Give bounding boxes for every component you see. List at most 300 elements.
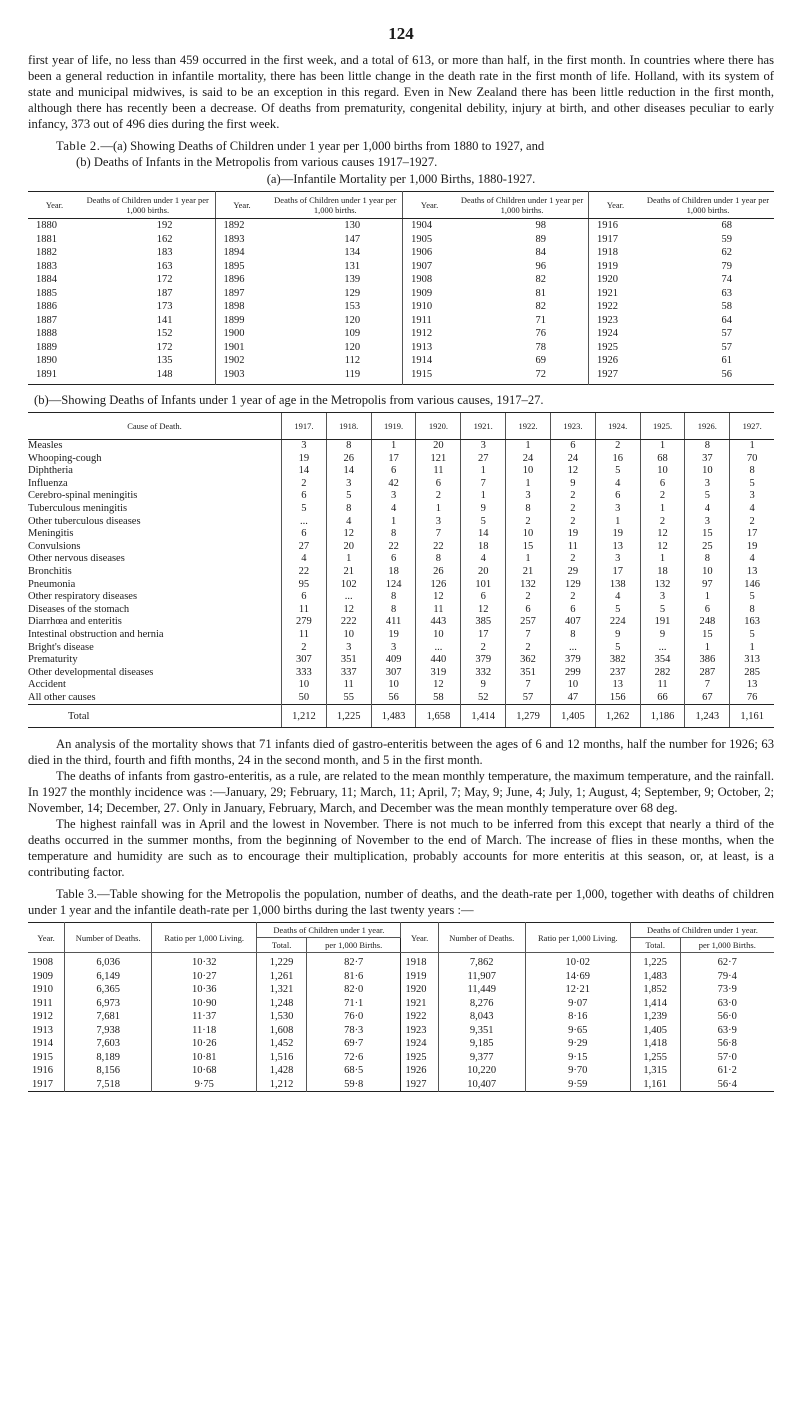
value-cell: 8 [550, 629, 595, 642]
per-births-cell: 72·6 [306, 1051, 401, 1065]
year-cell: 1926 [401, 1064, 438, 1078]
value-cell: 2 [550, 591, 595, 604]
value-cell: 11 [640, 679, 685, 692]
year-cell: 1883 [36, 260, 57, 272]
value-cell: 156 [595, 692, 640, 705]
per-births-cell: 61·2 [680, 1064, 774, 1078]
table-row [28, 616, 774, 629]
rate-cell: 183 [81, 246, 215, 260]
rate-cell: 147 [269, 233, 403, 247]
year-header: 1920. [416, 413, 461, 440]
value-cell: 10 [685, 465, 730, 478]
value-cell: 3 [506, 490, 551, 503]
value-cell: 407 [550, 616, 595, 629]
table-row [28, 1024, 774, 1038]
table-row [28, 327, 774, 341]
year-cell: 1921 [401, 997, 438, 1011]
t3-col-ratio: Ratio per 1,000 Living. [525, 923, 630, 953]
value-cell: 2 [461, 642, 506, 655]
t3-col-children: Deaths of Children under 1 year. [630, 923, 774, 938]
per-births-cell: 79·4 [680, 970, 774, 984]
year-cell: 1908 [411, 274, 433, 285]
value-cell: 10 [326, 629, 371, 642]
table-row [28, 1064, 774, 1078]
analysis-section [28, 736, 774, 880]
year-cell: 1918 [401, 953, 438, 970]
value-cell: 1 [595, 516, 640, 529]
cause-name: Cerebro-spinal meningitis [28, 490, 138, 502]
deaths-cell: 8,043 [438, 1010, 525, 1024]
cause-name: Other respiratory diseases [28, 591, 138, 603]
t3-col-year: Year. [28, 923, 65, 953]
value-cell: 8 [326, 440, 371, 453]
value-cell: 5 [282, 503, 327, 516]
value-cell: 7 [416, 528, 461, 541]
year-cell: 1917 [32, 1078, 53, 1090]
infantile-mortality-table [28, 191, 774, 385]
table-row [28, 354, 774, 368]
total-cell: 1,414 [461, 705, 506, 728]
children-total-cell: 1,516 [257, 1051, 307, 1065]
per-births-cell: 56·0 [680, 1010, 774, 1024]
year-cell: 1919 [401, 970, 438, 984]
value-cell: 2 [730, 516, 774, 529]
value-cell: 22 [416, 541, 461, 554]
value-cell: 3 [595, 503, 640, 516]
value-cell: 9 [550, 478, 595, 491]
value-cell: 4 [326, 516, 371, 529]
value-cell: 1 [730, 440, 774, 453]
year-header: 1926. [685, 413, 730, 440]
table-row [28, 654, 774, 667]
per-births-cell: 73·9 [680, 983, 774, 997]
intro-paragraph: first year of life, no less than 459 occurred in the first week, and a total of 613, or more than half, in the first month. In countries where there has been a general reduction in infantile mortality, there has been little change in the death rate in the first month of life. Holland, with its system of state and municipal midwives, is said to be an exception in this regard. Even in New Zealand there has been little reduction in the first month, although there has recently been a decrease. Of deaths from prematurity, congenital debility, injury at birth, and other diseases peculiar to early infancy, 373 out of 496 dies during the first week. [28, 53, 774, 131]
value-cell: 3 [326, 642, 371, 655]
value-cell: ... [282, 516, 327, 529]
children-total-cell: 1,248 [257, 997, 307, 1011]
value-cell: 362 [506, 654, 551, 667]
cause-name: Other developmental diseases [28, 666, 154, 678]
value-cell: 27 [282, 541, 327, 554]
value-cell: 257 [506, 616, 551, 629]
t3-col-total: Total. [257, 938, 307, 953]
value-cell: 29 [550, 566, 595, 579]
rate-cell: 78 [456, 341, 588, 355]
total-cell: 1,161 [730, 705, 774, 728]
children-total-cell: 1,405 [630, 1024, 680, 1038]
cause-name: Diphtheria [28, 465, 73, 477]
year-cell: 1924 [401, 1037, 438, 1051]
value-cell: 16 [595, 453, 640, 466]
value-cell: 10 [282, 679, 327, 692]
value-cell: 95 [282, 579, 327, 592]
rate-cell: 76 [456, 327, 588, 341]
rate-cell: 187 [81, 287, 215, 301]
value-cell: 333 [282, 667, 327, 680]
year-cell: 1885 [36, 287, 57, 299]
value-cell: 5 [730, 629, 774, 642]
total-cell: 1,279 [506, 705, 551, 728]
value-cell: 19 [550, 528, 595, 541]
children-total-cell: 1,530 [257, 1010, 307, 1024]
per-births-cell: 56·8 [680, 1037, 774, 1051]
year-cell: 1909 [411, 287, 433, 299]
children-total-cell: 1,414 [630, 997, 680, 1011]
year-cell: 1920 [401, 983, 438, 997]
table-row [28, 246, 774, 260]
year-cell: 1903 [223, 368, 245, 380]
per-births-cell: 82·7 [306, 953, 401, 970]
value-cell: 9 [461, 679, 506, 692]
col-deaths: Deaths of Children under 1 year per 1,000 births. [642, 192, 774, 219]
value-cell: 129 [550, 579, 595, 592]
year-cell: 1911 [32, 997, 53, 1009]
value-cell: 379 [550, 654, 595, 667]
value-cell: 6 [685, 604, 730, 617]
value-cell: 27 [461, 453, 506, 466]
value-cell: 2 [595, 440, 640, 453]
value-cell: 287 [685, 667, 730, 680]
total-cell: 1,405 [550, 705, 595, 728]
value-cell: 4 [685, 503, 730, 516]
value-cell: 13 [730, 679, 774, 692]
value-cell: ... [326, 591, 371, 604]
value-cell: 24 [550, 453, 595, 466]
ratio-cell: 9·07 [525, 997, 630, 1011]
year-cell: 1890 [36, 355, 57, 366]
children-total-cell: 1,852 [630, 983, 680, 997]
year-cell: 1910 [411, 301, 433, 312]
col-deaths: Deaths of Children under 1 year per 1,000 births. [81, 192, 215, 219]
t3-col-per-births: per 1,000 Births. [306, 938, 401, 953]
year-cell: 1889 [36, 341, 57, 353]
value-cell: 332 [461, 667, 506, 680]
table-row [28, 953, 774, 970]
year-cell: 1927 [401, 1078, 438, 1092]
value-cell: 2 [640, 516, 685, 529]
value-cell: 163 [730, 616, 774, 629]
year-header: 1924. [595, 413, 640, 440]
cause-name: Pneumonia [28, 578, 76, 590]
value-cell: 6 [282, 591, 327, 604]
per-births-cell: 59·8 [306, 1078, 401, 1092]
value-cell: 2 [506, 642, 551, 655]
table-row [28, 440, 774, 453]
total-cell: 1,483 [371, 705, 416, 728]
deaths-cell: 11,449 [438, 983, 525, 997]
value-cell: 3 [730, 490, 774, 503]
value-cell: 4 [461, 553, 506, 566]
value-cell: 50 [282, 692, 327, 705]
rate-cell: 139 [269, 273, 403, 287]
value-cell: 5 [595, 642, 640, 655]
value-cell: 15 [506, 541, 551, 554]
value-cell: 8 [416, 553, 461, 566]
rate-cell: 112 [269, 354, 403, 368]
page-number: 124 [388, 24, 414, 43]
value-cell: 6 [461, 591, 506, 604]
value-cell: 440 [416, 654, 461, 667]
value-cell: 146 [730, 579, 774, 592]
value-cell: 337 [326, 667, 371, 680]
total-cell: 1,243 [685, 705, 730, 728]
deaths-cell: 10,407 [438, 1078, 525, 1092]
value-cell: 382 [595, 654, 640, 667]
table-row [28, 503, 774, 516]
rate-cell: 74 [721, 274, 732, 285]
cause-name: Tuberculous meningitis [28, 502, 128, 514]
value-cell: 52 [461, 692, 506, 705]
table-row [28, 1078, 774, 1092]
value-cell: 8 [371, 528, 416, 541]
value-cell: 70 [730, 453, 774, 466]
ratio-cell: 9·29 [525, 1037, 630, 1051]
value-cell: 1 [506, 440, 551, 453]
causes-of-death-table [28, 412, 774, 728]
value-cell: 42 [371, 478, 416, 491]
value-cell: 3 [595, 553, 640, 566]
value-cell: 10 [640, 465, 685, 478]
value-cell: 10 [506, 528, 551, 541]
table-row [28, 453, 774, 466]
value-cell: 2 [506, 591, 551, 604]
table-row [28, 642, 774, 655]
col-year: Year. [215, 192, 268, 219]
year-cell: 1881 [36, 233, 57, 245]
value-cell: 5 [595, 604, 640, 617]
table-row [28, 566, 774, 579]
value-cell: 3 [640, 591, 685, 604]
deaths-cell: 8,189 [65, 1051, 152, 1065]
year-header: 1917. [282, 413, 327, 440]
value-cell: 2 [640, 490, 685, 503]
value-cell: 443 [416, 616, 461, 629]
cause-name: Influenza [28, 477, 68, 489]
year-header: 1918. [326, 413, 371, 440]
table3-caption-text: —Table showing for the Metropolis the population, number of deaths, and the death-rate per 1,000, together with deaths of children under 1 year and the infantile death-rate per 1,000 births during the last twenty years :— [28, 887, 774, 918]
year-cell: 1913 [32, 1024, 53, 1036]
children-total-cell: 1,483 [630, 970, 680, 984]
value-cell: 25 [685, 541, 730, 554]
year-cell: 1907 [411, 260, 433, 272]
table-row [28, 1051, 774, 1065]
value-cell: 7 [506, 679, 551, 692]
year-cell: 1887 [36, 314, 57, 326]
year-cell: 1918 [597, 247, 618, 258]
value-cell: 379 [461, 654, 506, 667]
rate-cell: 59 [721, 233, 732, 245]
deaths-cell: 9,377 [438, 1051, 525, 1065]
value-cell: ... [416, 642, 461, 655]
ratio-cell: 10·81 [152, 1051, 257, 1065]
value-cell: 5 [326, 490, 371, 503]
table-row [28, 368, 774, 385]
value-cell: 299 [550, 667, 595, 680]
year-cell: 1909 [32, 970, 53, 982]
value-cell: 409 [371, 654, 416, 667]
value-cell: 2 [550, 490, 595, 503]
table3-label: Table 3. [56, 887, 98, 902]
children-total-cell: 1,229 [257, 953, 307, 970]
value-cell: 102 [326, 579, 371, 592]
value-cell: 12 [416, 679, 461, 692]
rate-cell: 72 [456, 368, 588, 385]
year-cell: 1899 [223, 314, 245, 326]
value-cell: 17 [595, 566, 640, 579]
year-cell: 1922 [401, 1010, 438, 1024]
value-cell: 12 [416, 591, 461, 604]
total-cell: 1,262 [595, 705, 640, 728]
value-cell: 10 [550, 679, 595, 692]
table-row [28, 528, 774, 541]
cause-name: All other causes [28, 691, 96, 703]
children-total-cell: 1,452 [257, 1037, 307, 1051]
value-cell: 1 [640, 503, 685, 516]
value-cell: 19 [371, 629, 416, 642]
year-cell: 1924 [597, 328, 618, 339]
value-cell: 97 [685, 579, 730, 592]
year-cell: 1888 [36, 328, 57, 339]
value-cell: 11 [326, 679, 371, 692]
value-cell: 4 [595, 478, 640, 491]
rate-cell: 71 [456, 314, 588, 328]
value-cell: 24 [506, 453, 551, 466]
value-cell: 2 [282, 642, 327, 655]
value-cell: 18 [640, 566, 685, 579]
value-cell: 47 [550, 692, 595, 705]
deaths-cell: 9,185 [438, 1037, 525, 1051]
rate-cell: 64 [721, 314, 732, 326]
children-total-cell: 1,212 [257, 1078, 307, 1092]
rate-cell: 131 [269, 260, 403, 274]
value-cell: 14 [282, 465, 327, 478]
value-cell: 10 [416, 629, 461, 642]
per-births-cell: 63·9 [680, 1024, 774, 1038]
deaths-cell: 9,351 [438, 1024, 525, 1038]
table2-caption [28, 138, 774, 170]
rate-cell: 141 [81, 314, 215, 328]
year-header: 1921. [461, 413, 506, 440]
rate-cell: 68 [721, 220, 732, 231]
per-births-cell: 56·4 [680, 1078, 774, 1092]
per-births-cell: 62·7 [680, 953, 774, 970]
rate-cell: 192 [81, 219, 215, 233]
value-cell: 6 [282, 490, 327, 503]
value-cell: 1 [416, 503, 461, 516]
cause-name: Diarrhœa and enteritis [28, 616, 122, 628]
year-cell: 1919 [597, 260, 618, 272]
deaths-cell: 7,862 [438, 953, 525, 970]
value-cell: 1 [461, 490, 506, 503]
value-cell: 76 [730, 692, 774, 705]
table-row [28, 553, 774, 566]
value-cell: 2 [550, 503, 595, 516]
value-cell: 1 [461, 465, 506, 478]
value-cell: 10 [371, 679, 416, 692]
value-cell: 18 [371, 566, 416, 579]
value-cell: 20 [461, 566, 506, 579]
value-cell: 3 [326, 478, 371, 491]
value-cell: 13 [730, 566, 774, 579]
year-cell: 1894 [223, 247, 245, 258]
year-header: 1927. [730, 413, 774, 440]
year-cell: 1895 [223, 260, 245, 272]
cause-name: Diseases of the stomach [28, 603, 130, 615]
analysis-paragraph-2: The deaths of infants from gastro-enteritis, as a rule, are related to the mean monthly temperature, the maximum temperature, and the rainfall. In 1927 the monthly incidence was :—January, 29; February, 11; March, 11; April, 7; May, 9; June, 4; July, 1; August, 4; September, 9; October, 2; November, 14; December, 27. Only in January, February, March, and December was the mean monthly temperature over 68 deg. [28, 769, 774, 816]
value-cell: 22 [371, 541, 416, 554]
value-cell: 6 [282, 528, 327, 541]
per-births-cell: 76·0 [306, 1010, 401, 1024]
table-row [28, 1037, 774, 1051]
rate-cell: 163 [81, 260, 215, 274]
rate-cell: 134 [269, 246, 403, 260]
value-cell: 5 [730, 591, 774, 604]
ratio-cell: 11·18 [152, 1024, 257, 1038]
rate-cell: 172 [81, 341, 215, 355]
value-cell: 354 [640, 654, 685, 667]
table2b-subtitle: (b)—Showing Deaths of Infants under 1 year of age in the Metropolis from various causes, 1917–27. [34, 393, 544, 407]
year-cell: 1925 [597, 341, 618, 353]
col-deaths: Deaths of Children under 1 year per 1,000 births. [269, 192, 403, 219]
value-cell: 282 [640, 667, 685, 680]
ratio-cell: 10·32 [152, 953, 257, 970]
value-cell: 3 [371, 642, 416, 655]
year-cell: 1927 [597, 368, 618, 380]
deaths-cell: 6,365 [65, 983, 152, 997]
value-cell: 1 [640, 440, 685, 453]
value-cell: 2 [416, 490, 461, 503]
year-header: 1923. [550, 413, 595, 440]
year-cell: 1913 [411, 341, 433, 353]
col-year: Year. [28, 192, 81, 219]
t3-col-number: Number of Deaths. [438, 923, 525, 953]
total-cell: 1,658 [416, 705, 461, 728]
t3-col-per-births: per 1,000 Births. [680, 938, 774, 953]
table-row [28, 983, 774, 997]
table2-caption-a: —(a) Showing Deaths of Children under 1 year per 1,000 births from 1880 to 1927, and [100, 139, 545, 153]
year-cell: 1880 [36, 220, 57, 231]
per-births-cell: 68·5 [306, 1064, 401, 1078]
value-cell: 8 [730, 465, 774, 478]
ratio-cell: 10·02 [525, 953, 630, 970]
rate-cell: 148 [81, 368, 215, 385]
table-row [28, 490, 774, 503]
ratio-cell: 9·75 [152, 1078, 257, 1092]
rate-cell: 109 [269, 327, 403, 341]
value-cell: 307 [371, 667, 416, 680]
table-row [28, 970, 774, 984]
t3-col-number: Number of Deaths. [65, 923, 152, 953]
deaths-cell: 6,036 [65, 953, 152, 970]
ratio-cell: 10·26 [152, 1037, 257, 1051]
deaths-cell: 6,149 [65, 970, 152, 984]
rate-cell: 56 [721, 368, 732, 380]
year-cell: 1884 [36, 274, 57, 285]
value-cell: 224 [595, 616, 640, 629]
value-cell: 6 [371, 553, 416, 566]
value-cell: 2 [282, 478, 327, 491]
value-cell: 319 [416, 667, 461, 680]
table-row [28, 579, 774, 592]
rate-cell: 82 [456, 300, 588, 314]
value-cell: 222 [326, 616, 371, 629]
value-cell: 4 [282, 553, 327, 566]
value-cell: 7 [506, 629, 551, 642]
value-cell: 1 [730, 642, 774, 655]
year-header: 1925. [640, 413, 685, 440]
cause-header: Cause of Death. [28, 413, 282, 440]
cause-name: Bronchitis [28, 565, 72, 577]
